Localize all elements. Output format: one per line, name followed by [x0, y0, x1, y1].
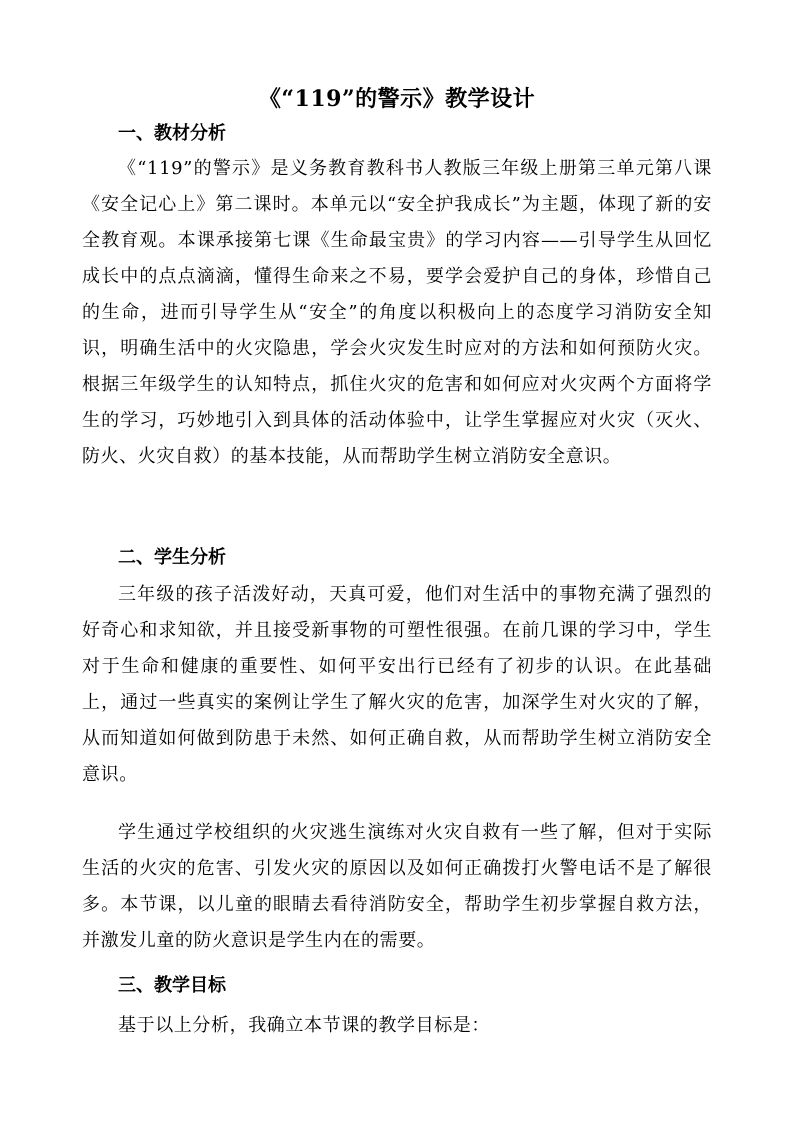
paragraph-materials-analysis: 《“119”的警示》是义务教育教科书人教版三年级上册第三单元第八课《安全记心上》第二课时。本单元以“安全护我成长”为主题，体现了新的安全教育观。本课承接第七课《生命最宝贵》的学习内容——引导学生从回忆成长中的点点滴滴，懂得生命来之不易，要学会爱护自己的身体，珍惜自己的生命，进而引导学生从“安全”的角度以积极向上的态度学习消防安全知识，明确生活中的火灾隐患，学会火灾发生时应对的方法和如何预防火灾。根据三年级学生的认知特点，抓住火灾的危害和如何应对火灾两个方面将学生的学习，巧妙地引入到具体的活动体验中，让学生掌握应对火灾（灭火、防火、火灾自救）的基本技能，从而帮助学生树立消防安全意识。	[82, 158, 712, 467]
section-heading-students: 二、学生分析	[118, 547, 226, 568]
paragraph-objectives-intro: 基于以上分析，我确立本节课的教学目标是：	[118, 1015, 490, 1036]
section-heading-materials: 一、教材分析	[118, 123, 226, 144]
paragraph-students-analysis-1: 三年级的孩子活泼好动，天真可爱，他们对生活中的事物充满了强烈的好奇心和求知欲，并且接受新事物的可塑性很强。在前几课的学习中，学生对于生命和健康的重要性、如何平安出行已经有了初步的认识。在此基础上，通过一些真实的案例让学生了解火灾的危害，加深学生对火灾的了解，从而知道如何做到防患于未然、如何正确自救，从而帮助学生树立消防安全意识。	[82, 584, 712, 785]
section-heading-objectives: 三、教学目标	[118, 975, 226, 996]
document-title: 《“119”的警示》教学设计	[258, 86, 536, 112]
paragraph-students-analysis-2: 学生通过学校组织的火灾逃生演练对火灾自救有一些了解，但对于实际生活的火灾的危害、引发火灾的原因以及如何正确拨打火警电话不是了解很多。本节课，以儿童的眼睛去看待消防安全，帮助学生初步掌握自救方法，并激发儿童的防火意识是学生内在的需要。	[82, 822, 712, 951]
